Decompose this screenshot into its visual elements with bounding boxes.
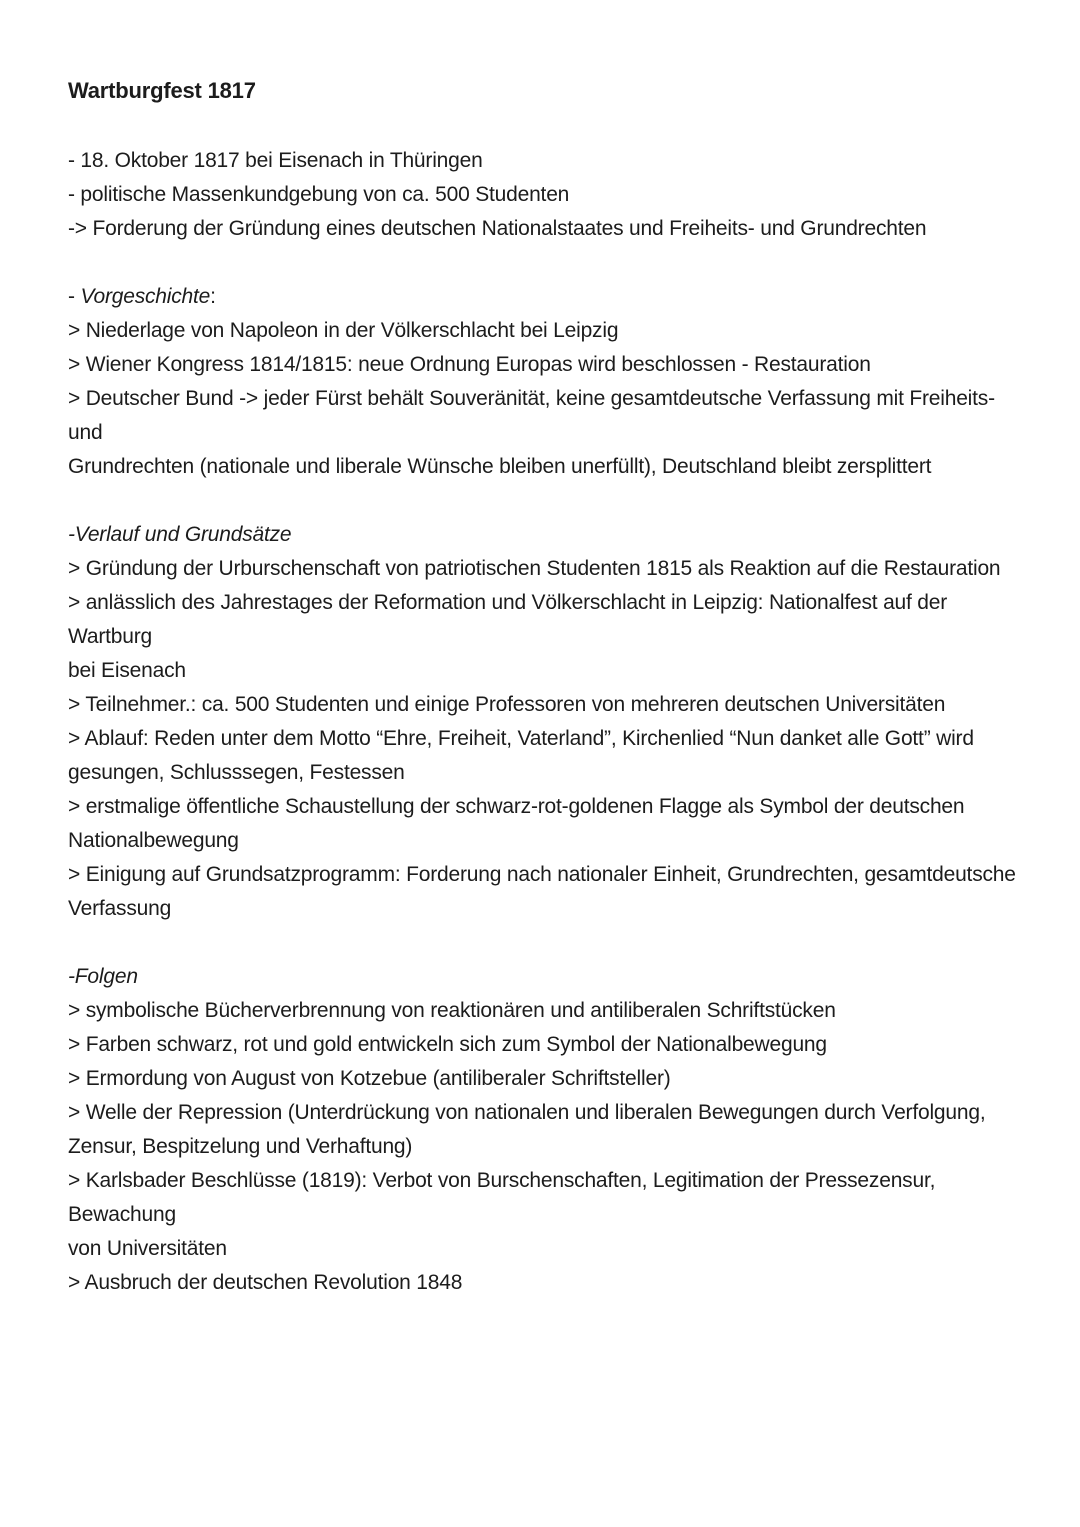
list-item: > Wiener Kongress 1814/1815: neue Ordnung Europas wird beschlossen - Restauration: [68, 353, 871, 376]
list-item: > Welle der Repression (Unterdrückung von nationalen und liberalen Bewegungen durch Verfolgung,: [68, 1101, 986, 1124]
section-heading-vorgeschichte: [68, 280, 1028, 314]
intro-section: [68, 144, 1028, 246]
list-item: > Teilnehmer.: ca. 500 Studenten und einige Professoren von mehreren deutschen Universitäten: [68, 693, 946, 716]
section-heading-verlauf: -Verlauf und Grundsätze: [68, 523, 292, 546]
list-item: > erstmalige öffentliche Schaustellung der schwarz-rot-goldenen Flagge als Symbol der deutschen: [68, 795, 965, 818]
list-item: > Ablauf: Reden unter dem Motto “Ehre, Freiheit, Vaterland”, Kirchenlied “Nun danket alle Gott” wird: [68, 727, 974, 750]
heading-text: Vorgeschichte: [80, 285, 211, 308]
verlauf-section: [68, 518, 1028, 926]
list-item: > Ermordung von August von Kotzebue (antiliberaler Schriftsteller): [68, 1067, 671, 1090]
heading-prefix: -: [68, 285, 81, 308]
list-item: > Einigung auf Grundsatzprogramm: Forderung nach nationaler Einheit, Grundrechten, gesamtdeutsche: [68, 863, 1016, 886]
section-spacer: [68, 246, 1028, 280]
heading-suffix: :: [210, 285, 216, 308]
intro-line: -> Forderung der Gründung eines deutschen Nationalstaates und Freiheits- und Grundrechten: [68, 217, 927, 240]
document-page: [68, 72, 1028, 1300]
list-item: von Universitäten: [68, 1237, 227, 1260]
list-item: Zensur, Bespitzelung und Verhaftung): [68, 1135, 413, 1158]
section-spacer: [68, 484, 1028, 518]
list-item: Verfassung: [68, 897, 172, 920]
document-title: Wartburgfest 1817: [68, 78, 256, 103]
list-item: > anlässlich des Jahrestages der Reformation und Völkerschlacht in Leipzig: Nationalfest auf der Wartburg: [68, 591, 948, 648]
list-item: > Ausbruch der deutschen Revolution 1848: [68, 1271, 463, 1294]
list-item: bei Eisenach: [68, 659, 186, 682]
list-item: gesungen, Schlusssegen, Festessen: [68, 761, 405, 784]
list-item: > Farben schwarz, rot und gold entwickeln sich zum Symbol der Nationalbewegung: [68, 1033, 827, 1056]
list-item: Grundrechten (nationale und liberale Wünsche bleiben unerfüllt), Deutschland bleibt zersplittert: [68, 455, 932, 478]
intro-line: - 18. Oktober 1817 bei Eisenach in Thüringen: [68, 149, 483, 172]
section-heading-folgen: -Folgen: [68, 965, 138, 988]
list-item: Nationalbewegung: [68, 829, 239, 852]
list-item: > Niederlage von Napoleon in der Völkerschlacht bei Leipzig: [68, 319, 619, 342]
list-item: > symbolische Bücherverbrennung von reaktionären und antiliberalen Schriftstücken: [68, 999, 836, 1022]
vorgeschichte-section: [68, 280, 1028, 484]
list-item: > Deutscher Bund -> jeder Fürst behält Souveränität, keine gesamtdeutsche Verfassung mit Freiheits- und: [68, 387, 995, 444]
section-spacer: [68, 926, 1028, 960]
list-item: > Gründung der Urburschenschaft von patriotischen Studenten 1815 als Reaktion auf die Restauration: [68, 557, 1001, 580]
list-item: > Karlsbader Beschlüsse (1819): Verbot von Burschenschaften, Legitimation der Pressezensur, Bewachung: [68, 1169, 936, 1226]
intro-line: - politische Massenkundgebung von ca. 500 Studenten: [68, 183, 570, 206]
folgen-section: [68, 960, 1028, 1300]
